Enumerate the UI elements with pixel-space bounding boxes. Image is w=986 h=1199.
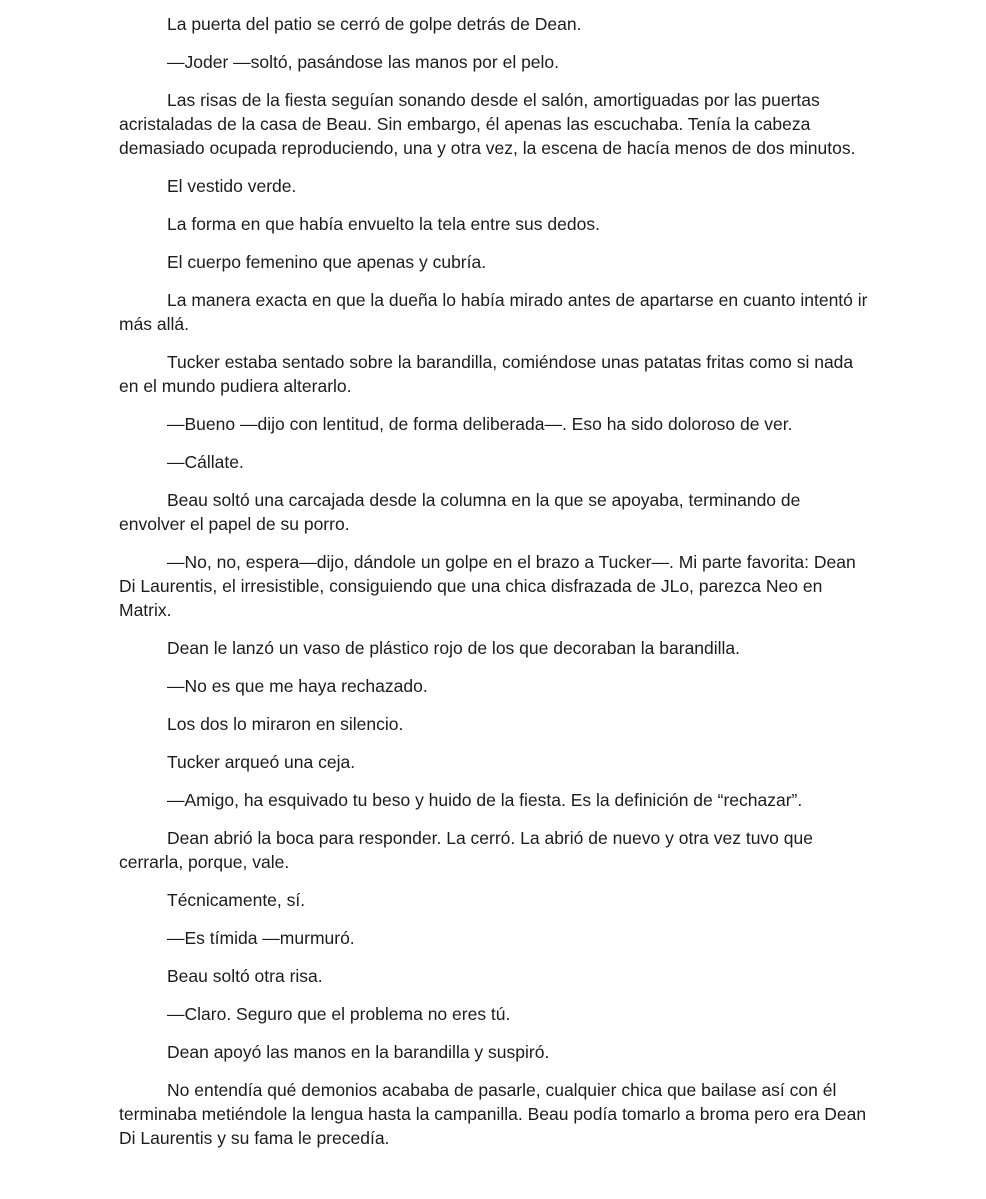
paragraph: Beau soltó otra risa. — [167, 966, 323, 986]
paragraph: Las risas de la fiesta seguían sonando desde el salón, amortiguadas por las puertas acristaladas de la casa de Beau. Sin embargo, él apenas las escuchaba. Tenía la cabeza demasiado ocupada reproduciendo, una y otra vez, la escena de hacía menos de dos minutos. — [119, 90, 856, 158]
paragraph: —Bueno —dijo con lentitud, de forma deliberada—. Eso ha sido doloroso de ver. — [167, 414, 793, 434]
paragraph: Tucker arqueó una ceja. — [167, 752, 356, 772]
paragraph: Tucker estaba sentado sobre la barandilla, comiéndose unas patatas fritas como si nada en el mundo pudiera alterarlo. — [119, 352, 854, 396]
paragraph: El cuerpo femenino que apenas y cubría. — [167, 252, 487, 272]
paragraph: Dean abrió la boca para responder. La cerró. La abrió de nuevo y otra vez tuvo que cerrarla, porque, vale. — [119, 828, 813, 872]
paragraph: —Joder —soltó, pasándose las manos por el pelo. — [167, 52, 560, 72]
paragraph: El vestido verde. — [167, 176, 297, 196]
paragraph: Técnicamente, sí. — [167, 890, 306, 910]
paragraph: Dean le lanzó un vaso de plástico rojo de los que decoraban la barandilla. — [167, 638, 741, 658]
document-page — [119, 12, 869, 1164]
paragraph: —Cállate. — [167, 452, 244, 472]
paragraph: —No, no, espera—dijo, dándole un golpe en el brazo a Tucker—. Mi parte favorita: Dean Di Laurentis, el irresistible, consiguiendo que una chica disfrazada de JLo, parezca Neo en Matrix. — [119, 552, 856, 620]
paragraph: —Es tímida —murmuró. — [167, 928, 355, 948]
paragraph: No entendía qué demonios acababa de pasarle, cualquier chica que bailase así con él terminaba metiéndole la lengua hasta la campanilla. Beau podía tomarlo a broma pero era Dean Di Laurentis y su fama le precedía. — [119, 1080, 867, 1148]
paragraph: Dean apoyó las manos en la barandilla y suspiró. — [167, 1042, 550, 1062]
paragraph: —No es que me haya rechazado. — [167, 676, 428, 696]
paragraph: La manera exacta en que la dueña lo había mirado antes de apartarse en cuanto intentó ir más allá. — [119, 290, 868, 334]
paragraph: Beau soltó una carcajada desde la columna en la que se apoyaba, terminando de envolver el papel de su porro. — [119, 490, 801, 534]
paragraph: —Amigo, ha esquivado tu beso y huido de la fiesta. Es la definición de “rechazar”. — [167, 790, 803, 810]
paragraph: La forma en que había envuelto la tela entre sus dedos. — [167, 214, 600, 234]
paragraph: La puerta del patio se cerró de golpe detrás de Dean. — [167, 14, 582, 34]
paragraph: Los dos lo miraron en silencio. — [167, 714, 404, 734]
paragraph: —Claro. Seguro que el problema no eres tú. — [167, 1004, 511, 1024]
